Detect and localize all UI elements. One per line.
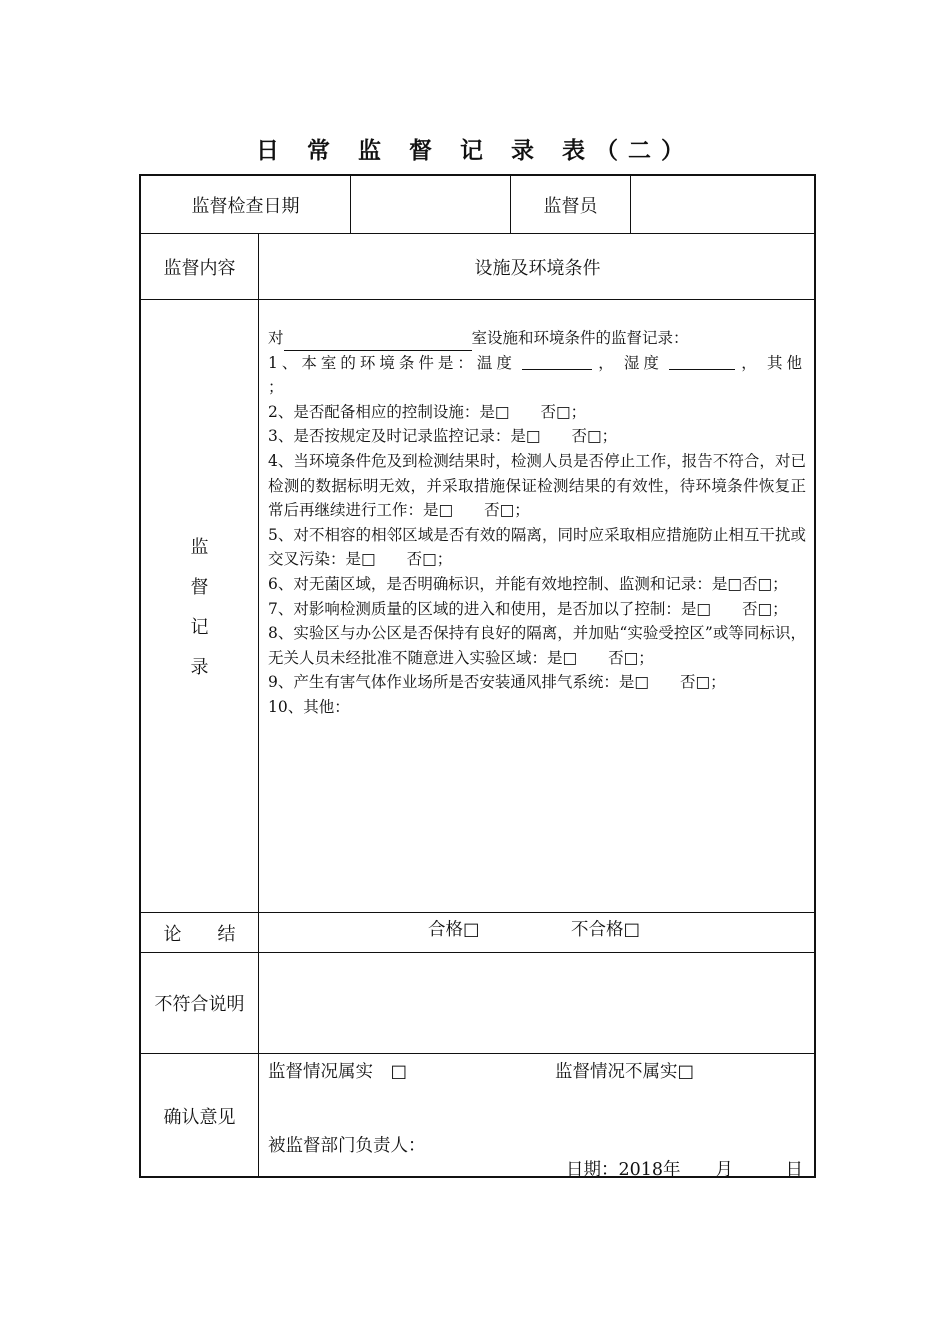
record-item: 2、是否配备相应的控制设施：是□ 否□； (268, 402, 587, 421)
humidity-blank[interactable] (669, 351, 735, 370)
content-label: 监督内容 (163, 257, 236, 279)
fail-checkbox[interactable]: 不合格□ (571, 920, 641, 940)
inspection-date-field[interactable] (351, 176, 510, 233)
record-intro-prefix: 对 (268, 329, 284, 347)
record-item-1-end: ； (268, 378, 284, 397)
other-label: 其他 (766, 353, 806, 372)
lab-name-blank[interactable] (284, 332, 472, 351)
conclusion-label: 论 结 (163, 923, 236, 945)
record-item: 10、其他： (268, 697, 350, 716)
record-item-1 (268, 351, 806, 376)
record-label-char: 录 (190, 657, 209, 678)
record-content (268, 326, 806, 720)
record-form-table (139, 174, 816, 1178)
record-label-char: 监 (190, 537, 209, 558)
record-item: 7、对影响检测质量的区域的进入和使用，是否加以了控制：是□ 否□； (268, 599, 788, 618)
confirmation-date: 日期：2018年 月 日 (566, 1160, 804, 1180)
confirm-true-checkbox[interactable]: 监督情况属实 □ (268, 1062, 408, 1082)
confirm-false-checkbox[interactable]: 监督情况不属实□ (555, 1062, 695, 1082)
temperature-blank[interactable] (522, 351, 592, 370)
inspector-label: 监督员 (543, 195, 598, 217)
record-label-char: 督 (190, 577, 209, 598)
record-label (141, 528, 258, 688)
record-intro (268, 326, 806, 351)
record-label-char: 记 (190, 617, 209, 638)
inspection-date-label: 监督检查日期 (191, 195, 300, 217)
record-item: 3、是否按规定及时记录监控记录：是□ 否□； (268, 427, 618, 446)
inspector-field[interactable] (631, 176, 816, 233)
content-value: 设施及环境条件 (474, 257, 601, 279)
nonconformity-label: 不符合说明 (154, 994, 245, 1015)
nonconformity-field[interactable] (259, 953, 816, 1053)
record-intro-suffix: 室设施和环境条件的监督记录： (471, 329, 689, 347)
page-title: 日 常 监 督 记 录 表（二） (255, 137, 695, 164)
confirmation-label: 确认意见 (163, 1107, 236, 1128)
pass-checkbox[interactable]: 合格□ (428, 920, 480, 940)
record-item: 4、当环境条件危及到检测结果时，检测人员是否停止工作，报告不符合，对已检测的数据标明无效，并采取措施保证检测结果的有效性，待环境条件恢复正常后再继续进行工作：是□ 否□； (268, 451, 806, 520)
record-item: 6、对无菌区域，是否明确标识，并能有效地控制、监测和记录：是□否□； (268, 574, 788, 593)
responsible-person-label: 被监督部门负责人： (268, 1136, 426, 1156)
record-item: 8、实验区与办公区是否保持有良好的隔离，并加贴“实验受控区”或等同标识，无关人员未经批准不随意进入实验区域：是□ 否□； (268, 624, 806, 667)
row-divider (141, 299, 814, 300)
humidity-label: 湿度 (623, 353, 663, 372)
comma: ， (741, 353, 761, 372)
record-item: 5、对不相容的相邻区域是否有效的隔离，同时应采取相应措施防止相互干扰或交叉污染：是□ 否□； (268, 525, 806, 569)
comma: ， (598, 353, 618, 372)
temperature-label: 1、本室的环境条件是：温度 (268, 353, 516, 372)
record-item: 9、产生有害气体作业场所是否安装通风排气系统：是□ 否□； (268, 673, 726, 692)
